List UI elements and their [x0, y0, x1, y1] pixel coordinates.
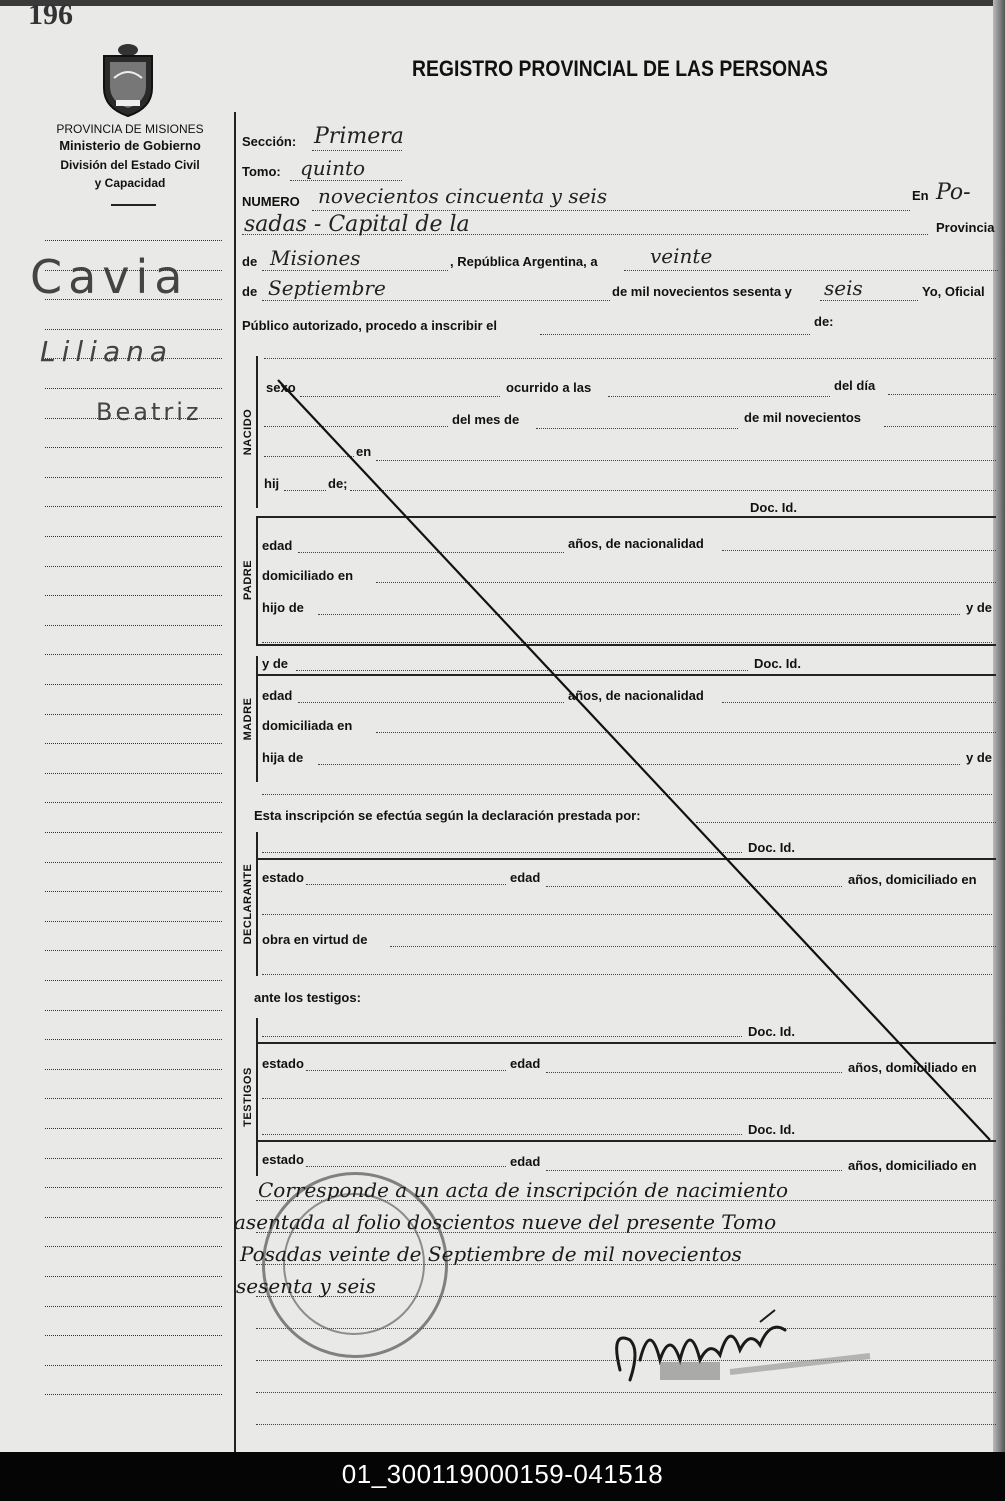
- padre-edad-label: edad: [262, 538, 293, 553]
- nacido-doc-label: Doc. Id.: [750, 500, 797, 515]
- testigos-section-label: TESTIGOS: [242, 1067, 254, 1127]
- tomo-label: Tomo:: [242, 164, 281, 179]
- testigo1-anos-label: años, domiciliado en: [848, 1060, 977, 1075]
- del-mes-label: del mes de: [452, 412, 520, 427]
- oficial-label: Yo, Oficial: [922, 284, 985, 299]
- hij-label: hij: [264, 476, 280, 491]
- de-label-1: de: [242, 254, 258, 269]
- testigo1-estado-label: estado: [262, 1056, 304, 1071]
- ministry-heading: Ministerio de Gobierno: [59, 138, 201, 153]
- madre-edad-label: edad: [262, 688, 293, 703]
- padre-nac-label: años, de nacionalidad: [568, 536, 704, 551]
- madre-y-de-label: y de: [262, 656, 289, 671]
- madre-domicilio-label: domiciliada en: [262, 718, 353, 733]
- year-value: seis: [824, 276, 863, 300]
- numero-value: novecientos cincuenta y seis: [318, 184, 608, 208]
- testigos-label: ante los testigos:: [254, 990, 361, 1005]
- month-value: Septiembre: [268, 276, 386, 300]
- declarante-doc-label: Doc. Id.: [748, 840, 795, 855]
- en-nacido-label: en: [356, 444, 372, 459]
- official-stamp: [640, 1342, 880, 1392]
- place-value-2: sadas - Capital de la: [244, 212, 470, 237]
- declarante-estado-label: estado: [262, 870, 304, 885]
- margin-middle-name: Beatriz: [96, 398, 202, 426]
- note-line-3-text: Posadas veinte de Septiembre de mil novecientos: [240, 1242, 742, 1266]
- note-line-4-text: sesenta y seis: [236, 1274, 376, 1298]
- document-id: 01_300119000159-041518: [341, 1459, 664, 1489]
- declaracion-label: Esta inscripción se efectúa según la declaración prestada por:: [254, 808, 641, 823]
- en-label: En: [912, 188, 929, 203]
- seccion-value: Primera: [314, 124, 404, 149]
- madre-hija-de-label: hija de: [262, 750, 304, 765]
- province-heading: PROVINCIA DE MISIONES: [56, 122, 204, 136]
- ocurrido-label: ocurrido a las: [506, 380, 592, 395]
- padre-y-de-label: y de: [966, 600, 993, 615]
- de-colon-label: de:: [814, 314, 834, 329]
- testigo1-edad-label: edad: [510, 1056, 541, 1071]
- testigo2-doc-label: Doc. Id.: [748, 1122, 795, 1137]
- declarante-edad-label: edad: [510, 870, 541, 885]
- nacido-section-label: NACIDO: [242, 408, 254, 456]
- place-value-1: Po-: [936, 180, 971, 205]
- testigo1-doc-label: Doc. Id.: [748, 1024, 795, 1039]
- testigo2-estado-label: estado: [262, 1152, 304, 1167]
- sexo-label: sexo: [266, 380, 296, 395]
- numero-label: NUMERO: [242, 194, 300, 209]
- publico-label: Público autorizado, procedo a inscribir el: [242, 318, 497, 333]
- testigo2-edad-label: edad: [510, 1154, 541, 1169]
- declarante-section-label: DECLARANTE: [242, 863, 254, 945]
- tomo-value: quinto: [300, 156, 366, 180]
- de-mil-label: de mil novecientos: [744, 410, 862, 425]
- madre-y-de-2-label: y de: [966, 750, 993, 765]
- madre-nac-label: años, de nacionalidad: [568, 688, 704, 703]
- division-heading: División del Estado Civil: [60, 158, 200, 172]
- capacity-heading: y Capacidad: [94, 176, 166, 190]
- de-label-2: de: [242, 284, 258, 299]
- de-semi-label: de;: [328, 476, 348, 491]
- day-value: veinte: [650, 244, 713, 268]
- seccion-label: Sección:: [242, 134, 297, 149]
- margin-surname: Cavia: [30, 250, 189, 304]
- note-line-1-text: Corresponde a un acta de inscripción de nacimiento: [258, 1178, 789, 1202]
- provincia-label: Provincia: [936, 220, 995, 235]
- del-dia-label: del día: [834, 378, 876, 393]
- document-title: REGISTRO PROVINCIAL DE LAS PERSONAS: [412, 56, 828, 81]
- madre-doc-label: Doc. Id.: [754, 656, 801, 671]
- note-line-2-text: asentada al folio doscientos nueve del presente Tomo: [234, 1210, 777, 1234]
- margin-first-name: Liliana: [40, 335, 173, 368]
- obra-label: obra en virtud de: [262, 932, 368, 947]
- testigo2-anos-label: años, domiciliado en: [848, 1158, 977, 1173]
- padre-domicilio-label: domiciliado en: [262, 568, 354, 583]
- madre-section-label: MADRE: [242, 697, 254, 741]
- province-value: Misiones: [270, 246, 361, 270]
- declarante-anos-label: años, domiciliado en: [848, 872, 977, 887]
- page-number: 196: [28, 0, 73, 28]
- year-label: de mil novecientos sesenta y: [612, 284, 792, 299]
- republica-label: , República Argentina, a: [450, 254, 598, 269]
- padre-section-label: PADRE: [242, 559, 254, 601]
- padre-hijo-de-label: hijo de: [262, 600, 304, 615]
